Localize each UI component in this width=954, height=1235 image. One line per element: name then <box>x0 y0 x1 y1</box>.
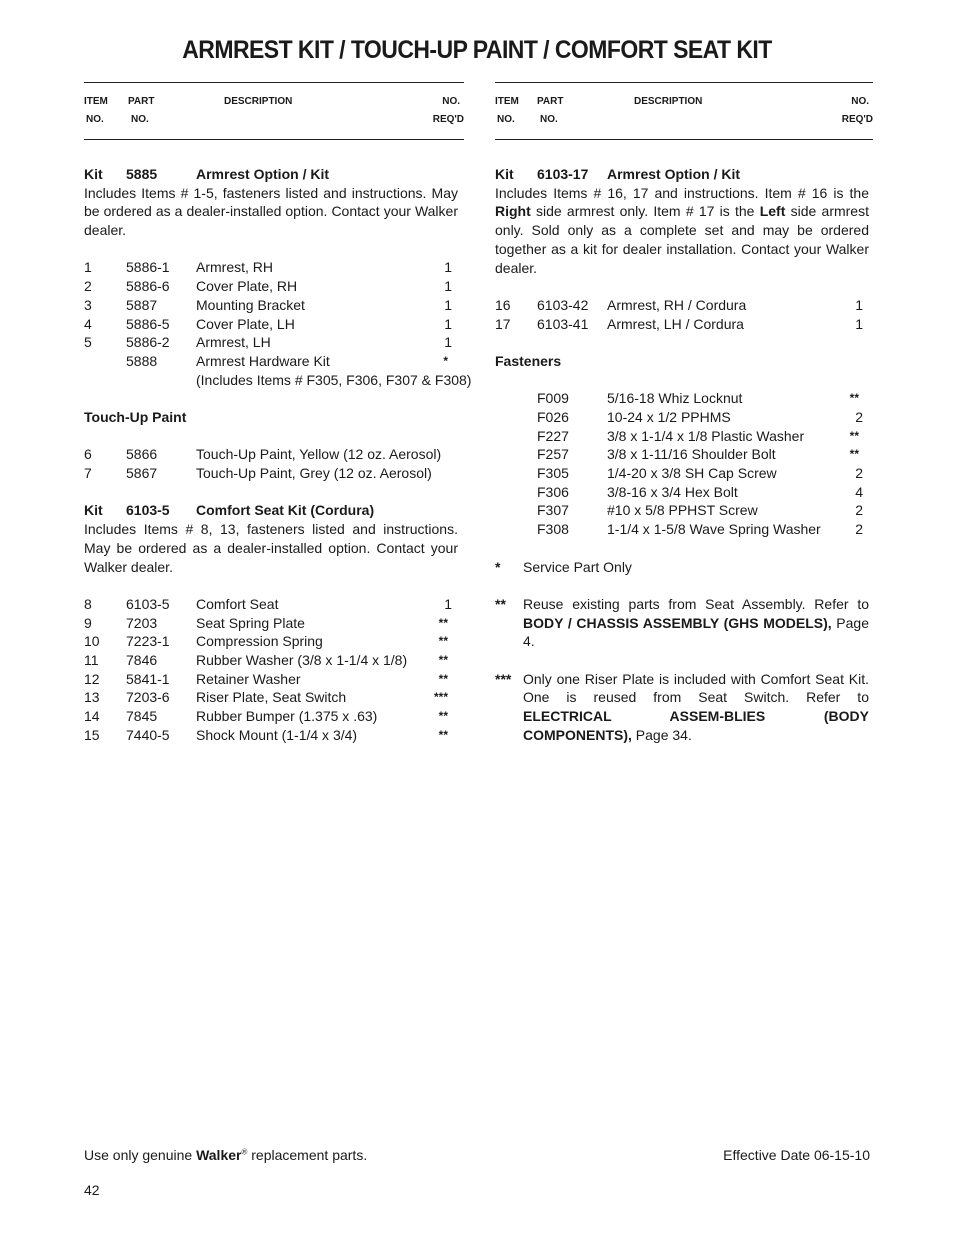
parts-row <box>84 670 458 689</box>
part-no: F306 <box>537 483 569 500</box>
item-no: 2 <box>84 278 92 295</box>
parts-row <box>84 277 458 296</box>
parts-row <box>495 296 869 315</box>
right-column <box>495 82 873 745</box>
part-description: Armrest Hardware Kit <box>196 352 330 369</box>
part-description: 1/4-20 x 3/8 SH Cap Screw <box>607 465 777 482</box>
part-description: Rubber Bumper (1.375 x .63) <box>196 708 378 725</box>
part-description: 3/8-16 x 3/4 Hex Bolt <box>607 483 738 500</box>
part-no: F009 <box>537 390 569 407</box>
qty-required: 2 <box>855 521 863 538</box>
qty-required: ** <box>849 428 859 443</box>
parts-row <box>495 427 869 446</box>
part-description: Compression Spring <box>196 633 323 650</box>
parts-row <box>84 445 458 464</box>
item-no: 9 <box>84 614 92 631</box>
parts-row <box>84 632 458 651</box>
parts-row <box>84 352 458 371</box>
part-description: Retainer Washer <box>196 670 301 687</box>
part-no: 6103-41 <box>537 315 589 332</box>
part-no: 5866 <box>126 446 158 463</box>
part-no: 5886-6 <box>126 278 170 295</box>
item-no: 10 <box>84 633 100 650</box>
qty-required: ** <box>849 447 859 462</box>
parts-row <box>84 296 458 315</box>
item-no: 15 <box>84 726 100 743</box>
part-no: 6103-42 <box>537 296 589 313</box>
part-description: Rubber Washer (3/8 x 1-1/4 x 1/8) <box>196 651 408 668</box>
header-item: ITEM <box>495 96 519 107</box>
parts-row <box>495 501 869 520</box>
parts-row <box>84 258 458 277</box>
part-description: 3/8 x 1-11/16 Shoulder Bolt <box>607 446 776 463</box>
page-number: 42 <box>84 1182 100 1198</box>
qty-required: 1 <box>444 296 452 313</box>
part-description: #10 x 5/8 PPHST Screw <box>607 502 758 519</box>
kit-6103-17-heading: Kit 6103-17 Armrest Option / Kit <box>495 166 741 182</box>
item-no: 5 <box>84 334 92 351</box>
qty-required: 1 <box>855 315 863 332</box>
note-service-part: * Service Part Only <box>495 558 632 575</box>
header-part-no: NO. <box>540 114 558 125</box>
qty-required: 1 <box>855 296 863 313</box>
page-title: ARMREST KIT / TOUCH-UP PAINT / COMFORT SEAT KIT <box>182 36 772 64</box>
item-no: 7 <box>84 465 92 482</box>
parts-row <box>84 614 458 633</box>
part-description: Comfort Seat <box>196 595 279 612</box>
footer-genuine-parts: Use only genuine Walker® replacement parts. <box>84 1147 368 1163</box>
qty-required: 2 <box>855 465 863 482</box>
qty-required: ** <box>438 709 448 724</box>
qty-required: ** <box>849 391 859 406</box>
item-no: 8 <box>84 595 92 612</box>
part-description: Touch-Up Paint, Yellow (12 oz. Aerosol) <box>196 446 442 463</box>
qty-required: 2 <box>855 502 863 519</box>
parts-row <box>495 520 869 539</box>
parts-row <box>84 333 458 352</box>
part-description: Mounting Bracket <box>196 296 305 313</box>
part-description: Armrest, RH / Cordura <box>607 296 747 313</box>
parts-row <box>84 464 458 483</box>
qty-required: 4 <box>855 483 863 500</box>
qty-required: 1 <box>444 334 452 351</box>
part-description: 5/16-18 Whiz Locknut <box>607 390 743 407</box>
qty-required: 2 <box>855 409 863 426</box>
parts-row <box>84 371 472 390</box>
part-no: 5867 <box>126 465 158 482</box>
item-no: 6 <box>84 446 92 463</box>
parts-row <box>495 389 869 408</box>
parts-row <box>84 688 458 707</box>
part-no: F305 <box>537 465 569 482</box>
part-description: 10-24 x 1/2 PPHMS <box>607 409 731 426</box>
qty-required: ** <box>438 652 448 667</box>
part-no: 5886-1 <box>126 259 170 276</box>
parts-row <box>495 445 869 464</box>
header-reqd: REQ'D <box>432 114 464 125</box>
item-no: 14 <box>84 708 100 725</box>
item-no: 13 <box>84 689 100 706</box>
parts-row <box>495 483 869 502</box>
part-no: F308 <box>537 521 569 538</box>
part-no: 5888 <box>126 352 158 369</box>
header-item-no: NO. <box>86 114 104 125</box>
part-description: Armrest, RH <box>196 259 273 276</box>
part-no: 5841-1 <box>126 670 170 687</box>
part-description: Touch-Up Paint, Grey (12 oz. Aerosol) <box>196 465 432 482</box>
table-header <box>84 83 464 141</box>
qty-required: 1 <box>444 278 452 295</box>
fasteners-heading: Fasteners <box>495 352 562 369</box>
part-no: 7203-6 <box>126 689 170 706</box>
header-no: NO. <box>851 96 869 107</box>
header-reqd: REQ'D <box>841 114 873 125</box>
parts-row <box>84 726 458 745</box>
kit-5885-description: Includes Items # 1-5, fasteners listed and instructions. May be ordered as a dealer-installed option. Contact your Walker dealer. <box>84 184 458 239</box>
part-no: 6103-5 <box>126 595 170 612</box>
left-column <box>84 82 472 744</box>
item-no: 11 <box>84 651 99 668</box>
qty-required: ** <box>438 671 448 686</box>
header-no: NO. <box>442 96 460 107</box>
part-no: 7845 <box>126 708 158 725</box>
header-description: DESCRIPTION <box>634 96 703 107</box>
qty-required: ** <box>438 615 448 630</box>
parts-row <box>84 651 458 670</box>
part-description: (Includes Items # F305, F306, F307 & F308) <box>196 371 472 388</box>
qty-required: 1 <box>444 315 452 332</box>
part-no: 5886-2 <box>126 334 170 351</box>
part-description: Shock Mount (1-1/4 x 3/4) <box>196 726 358 743</box>
footer-effective-date: Effective Date 06-15-10 <box>723 1147 870 1163</box>
parts-row <box>495 315 869 334</box>
header-item-no: NO. <box>497 114 515 125</box>
part-no: 5887 <box>126 296 158 313</box>
part-description: Riser Plate, Seat Switch <box>196 689 347 706</box>
part-description: Cover Plate, RH <box>196 278 298 295</box>
part-no: 5886-5 <box>126 315 170 332</box>
item-no: 12 <box>84 670 100 687</box>
part-description: 3/8 x 1-1/4 x 1/8 Plastic Washer <box>607 427 805 444</box>
item-no: 16 <box>495 296 511 313</box>
kit-6103-5-heading: Kit 6103-5 Comfort Seat Kit (Cordura) <box>84 502 375 519</box>
part-no: F227 <box>537 427 569 444</box>
item-no: 4 <box>84 315 92 332</box>
header-item: ITEM <box>84 96 108 107</box>
qty-required: * <box>443 353 448 368</box>
header-part: PART <box>537 96 564 107</box>
part-description: Armrest, LH / Cordura <box>607 315 744 332</box>
parts-row <box>84 595 458 614</box>
item-no: 3 <box>84 296 92 313</box>
qty-required: 1 <box>444 595 452 612</box>
header-part: PART <box>128 96 155 107</box>
part-no: 7440-5 <box>126 726 170 743</box>
kit-6103-17-description: Includes Items # 16, 17 and instructions. Item # 16 is the Right side armrest only. Item # 17 is the Left side armrest only. Sold only as a complete set and may be ordered together as a kit for dealer installation. Contact your Walker dealer. <box>495 184 869 276</box>
part-no: 7223-1 <box>126 633 170 650</box>
parts-row <box>84 315 458 334</box>
touch-up-paint-heading: Touch-Up Paint <box>84 408 187 425</box>
part-description: Cover Plate, LH <box>196 315 295 332</box>
part-no: F307 <box>537 502 569 519</box>
header-description: DESCRIPTION <box>224 96 293 107</box>
part-no: F026 <box>537 409 569 426</box>
header-part-no: NO. <box>131 114 149 125</box>
table-header <box>495 83 873 141</box>
parts-row <box>495 408 869 427</box>
qty-required: *** <box>433 690 448 705</box>
kit-5885-heading: Kit 5885 Armrest Option / Kit <box>84 166 330 182</box>
kit-6103-5-description: Includes Items # 8, 13, fasteners listed and instructions. May be ordered as a dealer-installed option. Contact your Walker dealer. <box>84 521 458 575</box>
qty-required: ** <box>438 727 448 742</box>
item-no: 17 <box>495 315 511 332</box>
parts-row <box>84 707 458 726</box>
qty-required: 1 <box>444 259 452 276</box>
part-no: F257 <box>537 446 569 463</box>
parts-row <box>495 464 869 483</box>
qty-required: ** <box>438 634 448 649</box>
part-no: 7203 <box>126 614 158 631</box>
part-description: 1-1/4 x 1-5/8 Wave Spring Washer <box>607 521 821 538</box>
item-no: 1 <box>84 259 92 276</box>
part-description: Seat Spring Plate <box>196 614 305 631</box>
note-riser-plate: *** Only one Riser Plate is included with Comfort Seat Kit. One is reused from Seat Switch. Refer to ELECTRICAL ASSEM-BLIES (BODY COMPONENTS), Page 34. <box>495 670 869 743</box>
part-no: 7846 <box>126 651 158 668</box>
part-description: Armrest, LH <box>196 334 271 351</box>
note-reuse-parts: ** Reuse existing parts from Seat Assembly. Refer to BODY / CHASSIS ASSEMBLY (GHS MODELS), Page 4. <box>495 595 870 650</box>
